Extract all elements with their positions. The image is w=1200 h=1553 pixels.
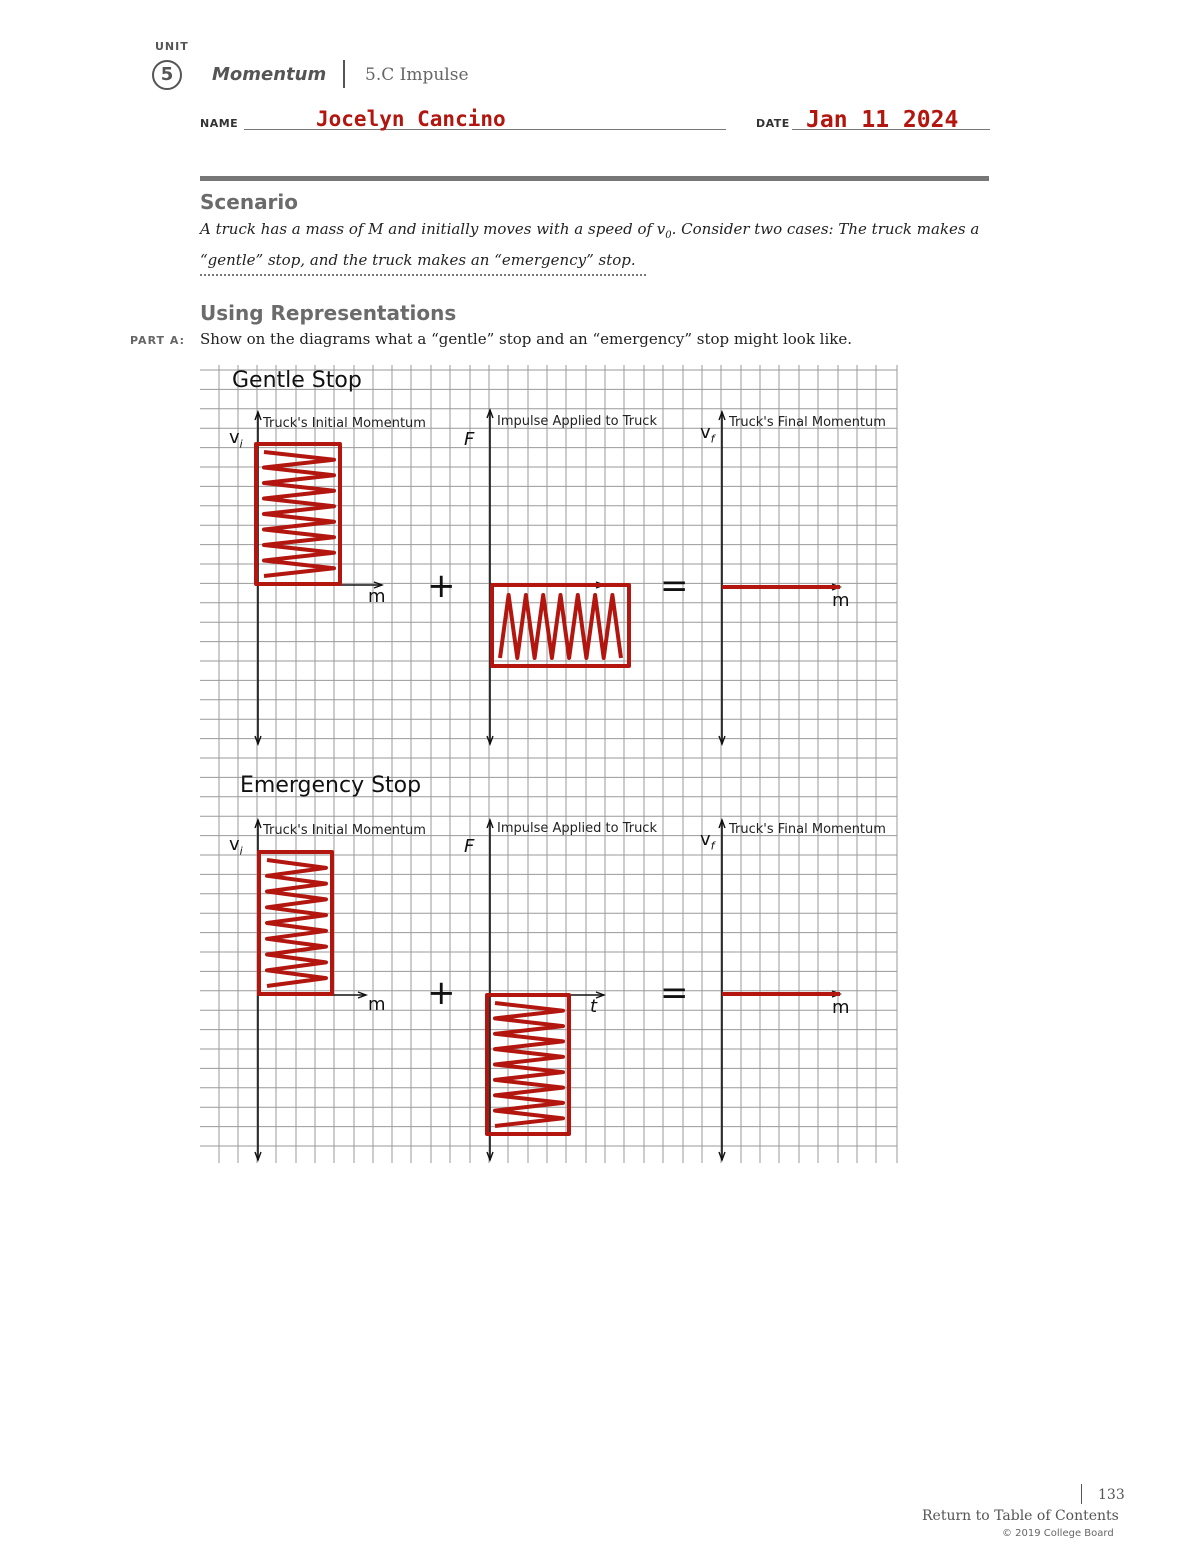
emergency-initial-label: Truck's Initial Momentum [263,823,426,838]
emergency-t-label: t [590,996,598,1017]
emergency-vf: v [700,829,711,850]
gentle-m1-label: m [368,586,386,607]
emergency-plus-sign: + [427,973,456,1013]
emergency-final-label: Truck's Final Momentum [729,822,886,837]
gentle-equals-sign: = [660,566,689,606]
unit-title: Momentum [212,64,327,85]
page-number-separator [1081,1484,1082,1504]
emergency-vi-label [229,834,243,858]
scenario-heading: Scenario [200,190,299,214]
date-label: DATE [756,117,790,130]
emergency-m1-label: m [368,994,386,1015]
gentle-impulse-bar-scribble[interactable] [500,595,621,658]
scenario-text-sub: 0 [665,230,672,241]
gentle-f-label: F [464,429,475,450]
gentle-vi: v [229,427,240,448]
gentle-final-label: Truck's Final Momentum [729,415,886,430]
unit-label: UNIT [155,40,189,53]
gentle-impulse-label: Impulse Applied to Truck [497,414,657,429]
toc-link[interactable]: Return to Table of Contents [922,1508,1119,1524]
copyright: © 2019 College Board [1002,1528,1114,1539]
scenario-text-part1: A truck has a mass of M and initially moves with a speed of v [200,220,666,238]
gentle-vi-label [229,427,243,451]
gentle-stop-title: Gentle Stop [232,368,362,393]
gentle-m2-label: m [832,590,850,611]
date-value[interactable]: Jan 11 2024 [806,107,959,133]
emergency-m2-label: m [832,997,850,1018]
emergency-impulse-label: Impulse Applied to Truck [497,821,657,836]
emergency-vf-label [700,829,715,853]
name-value[interactable]: Jocelyn Cancino [316,107,506,131]
gentle-vf-sub: f [710,432,715,446]
lesson-title: 5.C Impulse [365,65,469,85]
emergency-equals-sign: = [660,973,689,1013]
scenario-text-part2: . Consider two cases: The truck makes a “gentle” stop, and the truck makes an “emergency” stop. [200,220,980,269]
emergency-vi-sub: i [239,844,243,858]
gentle-vi-sub: i [239,437,243,451]
gentle-vf: v [700,422,711,443]
emergency-f-label: F [464,836,475,857]
emergency-stop-title: Emergency Stop [240,773,422,798]
gentle-initial-momentum-bar-scribble[interactable] [264,452,334,576]
page-number: 133 [1098,1487,1125,1503]
gentle-vf-label [700,422,715,446]
part-a-text: Show on the diagrams what a “gentle” stop and an “emergency” stop might look like. [200,330,853,348]
gentle-plus-sign: + [427,566,456,606]
representations-heading: Using Representations [200,301,457,325]
part-a-label: PART A: [130,334,185,347]
gentle-initial-label: Truck's Initial Momentum [263,416,426,431]
emergency-vf-sub: f [710,839,715,853]
name-label: NAME [200,117,239,130]
unit-number-badge: 5 [152,60,182,90]
emergency-vi: v [229,834,240,855]
